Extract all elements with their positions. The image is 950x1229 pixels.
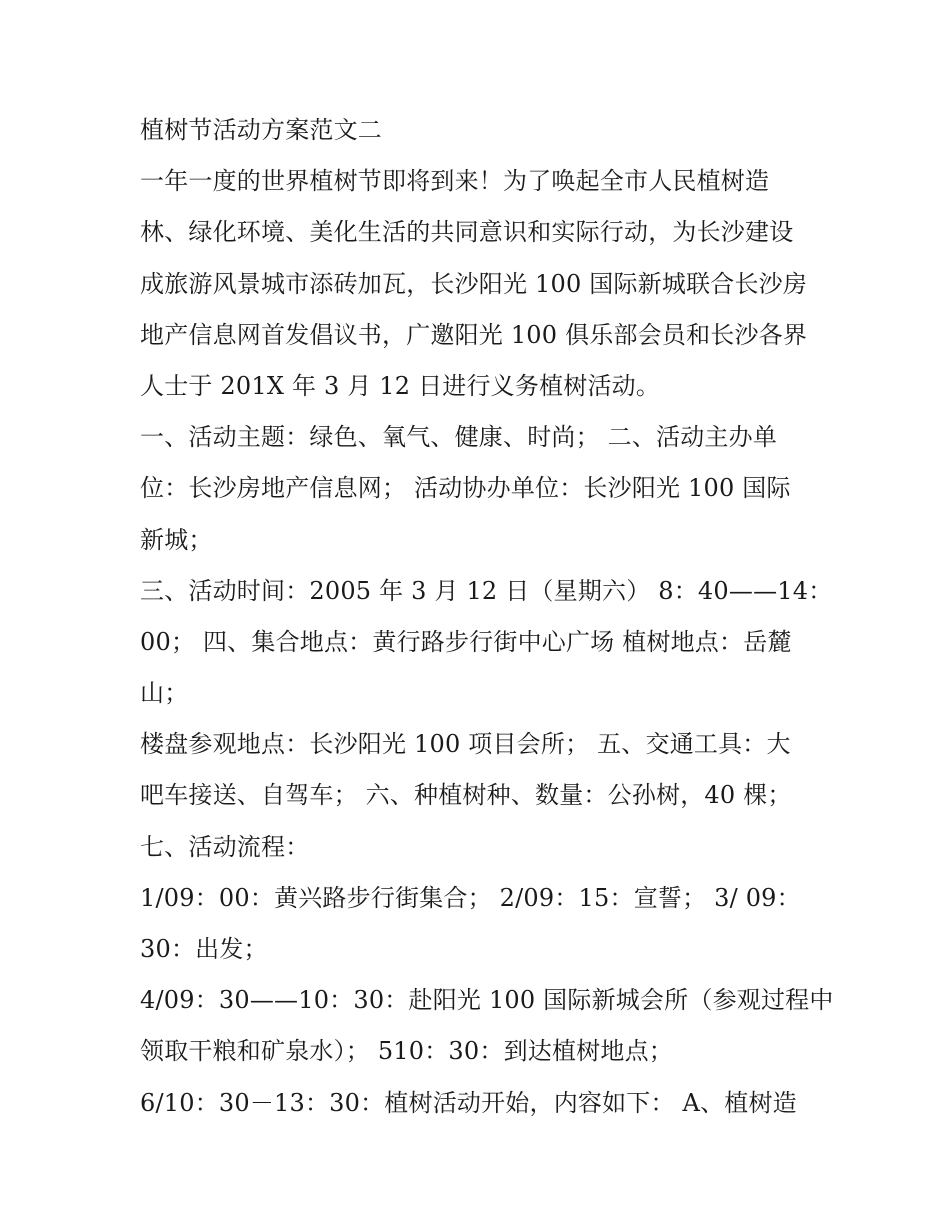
text-line: 七、活动流程： bbox=[140, 832, 310, 861]
text-line: 一、活动主题：绿色、氧气、健康、时尚； 二、活动主办单 bbox=[140, 423, 778, 452]
text-line: 地产信息网首发倡议书，广邀阳光 100 俱乐部会员和长沙各界 bbox=[140, 320, 808, 349]
text-line: 成旅游风景城市添砖加瓦，长沙阳光 100 国际新城联合长沙房 bbox=[140, 269, 808, 298]
text-line: 1/09：00：黄兴路步行街集合； 2/09：15：宣誓； 3/ 09： bbox=[140, 883, 801, 912]
text-line: 00； 四、集合地点：黄行路步行街中心广场 植树地点：岳麓 bbox=[140, 627, 792, 656]
text-line: 人士于 201X 年 3 月 12 日进行义务植树活动。 bbox=[140, 371, 661, 400]
document-body bbox=[140, 108, 834, 1132]
text-line: 位：长沙房地产信息网； 活动协办单位：长沙阳光 100 国际 bbox=[140, 474, 791, 503]
text-line: 4/09：30——10：30：赴阳光 100 国际新城会所（参观过程中 bbox=[140, 986, 834, 1015]
text-line: 林、绿化环境、美化生活的共同意识和实际行动，为长沙建设 bbox=[140, 218, 794, 247]
text-line: 山； bbox=[140, 679, 189, 708]
text-line: 一年一度的世界植树节即将到来！为了唤起全市人民植树造 bbox=[140, 167, 770, 196]
text-line: 领取干粮和矿泉水）； 510：30：到达植树地点； bbox=[140, 1037, 673, 1066]
text-line: 三、活动时间：2005 年 3 月 12 日（星期六） 8：40——14： bbox=[140, 576, 833, 605]
text-line: 6/10：30－13：30：植树活动开始，内容如下： A、植树造 bbox=[140, 1088, 797, 1117]
text-line: 楼盘参观地点：长沙阳光 100 项目会所； 五、交通工具：大 bbox=[140, 730, 791, 759]
text-line: 吧车接送、自驾车； 六、种植树种、数量：公孙树，40 棵； bbox=[140, 781, 792, 810]
document-title: 植树节活动方案范文二 bbox=[140, 116, 382, 144]
text-line: 30：出发； bbox=[140, 935, 268, 963]
text-line: 新城； bbox=[140, 525, 213, 554]
